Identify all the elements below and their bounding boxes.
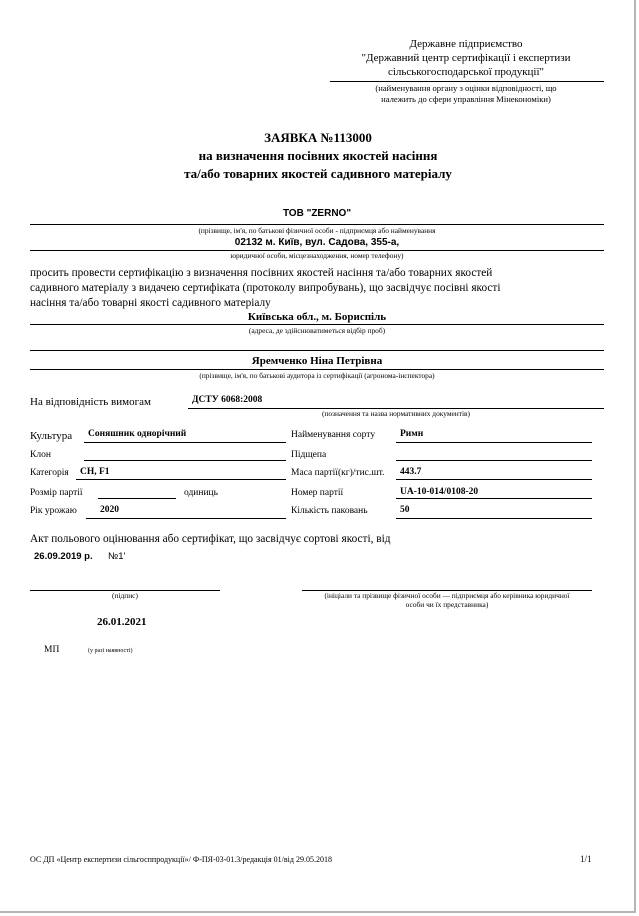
lot-number-line bbox=[396, 498, 592, 499]
act-date: 26.09.2019 р. bbox=[34, 551, 93, 562]
request-line2: садивного матеріалу з видачею сертифіката (протоколу випробувань), що засвідчує посівні якості bbox=[30, 282, 501, 294]
seal-hint: (у разі наявності) bbox=[88, 648, 133, 654]
header-note-line2: належить до сфери управління Мінекономіки) bbox=[381, 94, 551, 104]
header-org-line1: Державне підприємство bbox=[409, 38, 523, 50]
culture-label: Культура bbox=[30, 430, 73, 442]
request-line3: насіння та/або товарні якості садивного матеріалу bbox=[30, 297, 271, 309]
clone-label: Клон bbox=[30, 450, 51, 460]
signature-date: 26.01.2021 bbox=[97, 616, 147, 628]
culture-value: Соняшник однорічний bbox=[88, 429, 187, 439]
harvest-year-label: Рік урожаю bbox=[30, 506, 77, 516]
title-line2: на визначення посівних якостей насіння bbox=[198, 148, 438, 163]
variety-line bbox=[396, 442, 592, 443]
packages-label: Кількість паковань bbox=[291, 506, 368, 516]
applicant-name-hint: (прізвище, ім'я, по батькові фізичної особи - підприємця або найменування bbox=[198, 226, 436, 235]
header-org-line3: сільськогосподарської продукції" bbox=[387, 66, 545, 78]
signature-hint: (підпис) bbox=[112, 591, 138, 600]
lot-number-label: Номер партії bbox=[291, 488, 344, 498]
rootstock-line bbox=[396, 460, 592, 461]
lot-size-line bbox=[98, 498, 176, 499]
rootstock-label: Підщепа bbox=[291, 450, 327, 460]
harvest-year-value: 2020 bbox=[100, 505, 119, 515]
title-line1: ЗАЯВКА №113000 bbox=[264, 130, 372, 145]
footer-page-number: 1/1 bbox=[580, 854, 592, 864]
auditor-name: Яремченко Ніна Петрівна bbox=[251, 355, 383, 367]
category-line bbox=[76, 479, 286, 480]
sampling-place-line bbox=[30, 324, 604, 325]
packages-line bbox=[396, 518, 592, 519]
act-number: №1' bbox=[108, 551, 126, 562]
category-value: СН, F1 bbox=[80, 467, 110, 477]
initials-hint-line2: особи чи їх представника) bbox=[405, 600, 489, 609]
mass-label: Маса партії(кг)/тис.шт. bbox=[291, 468, 385, 478]
requirements-value: ДСТУ 6068:2008 bbox=[192, 395, 263, 405]
mass-value: 443.7 bbox=[400, 467, 422, 477]
sampling-extra-line bbox=[30, 350, 604, 351]
initials-hint-line1: (ініціали та прізвище фізичної особи — підприємця або керівника юридичної bbox=[324, 591, 570, 600]
seal-label: МП bbox=[44, 645, 60, 655]
category-label: Категорія bbox=[30, 468, 69, 478]
variety-label: Найменування сорту bbox=[291, 430, 376, 440]
title-line3: та/або товарних якостей садивного матеріалу bbox=[184, 166, 452, 181]
requirements-label: На відповідність вимогам bbox=[30, 396, 151, 408]
lot-size-label: Розмір партії bbox=[30, 488, 83, 498]
header-org-line2: "Державний центр сертифікації і експертизи bbox=[361, 52, 571, 64]
header-note-line1: (найменування органу з оцінки відповідності, що bbox=[375, 83, 557, 93]
applicant-address: 02132 м. Київ, вул. Садова, 355-а, bbox=[234, 237, 400, 248]
mass-line bbox=[396, 479, 592, 480]
applicant-name-line bbox=[30, 224, 604, 225]
sampling-place-hint: (адреса, де здійснюватиметься відбір проб) bbox=[248, 326, 386, 335]
units-label: одиниць bbox=[184, 488, 218, 498]
applicant-address-hint: юридичної особи, місцезнаходження, номер телефону) bbox=[230, 251, 404, 260]
lot-number-value: UA-10-014/0108-20 bbox=[400, 487, 479, 497]
variety-value: Римн bbox=[400, 429, 424, 439]
packages-value: 50 bbox=[400, 505, 410, 515]
act-text: Акт польового оцінювання або сертифікат, що засвідчує сортові якості, від bbox=[30, 533, 391, 545]
auditor-hint: (прізвище, ім'я, по батькові аудитора із сертифікації (агронома-інспектора) bbox=[199, 371, 435, 380]
clone-line bbox=[84, 460, 286, 461]
applicant-name: ТОВ "ZERNO" bbox=[282, 208, 352, 219]
request-line1: просить провести сертифікацію з визначення посівних якостей насіння та/або товарних якостей bbox=[30, 267, 493, 279]
header-underline bbox=[330, 81, 604, 82]
harvest-year-line bbox=[86, 518, 286, 519]
footer-doc-ref: ОС ДП «Центр експертизи сільгосппродукції»/ Ф-ПЯ-03-01.3/редакція 01/від 29.05.2018 bbox=[30, 855, 332, 864]
auditor-line bbox=[30, 369, 604, 370]
sampling-place: Київська обл., м. Бориспіль bbox=[247, 311, 387, 323]
requirements-hint: (позначення та назва нормативних документів) bbox=[321, 409, 470, 418]
culture-line bbox=[84, 442, 286, 443]
